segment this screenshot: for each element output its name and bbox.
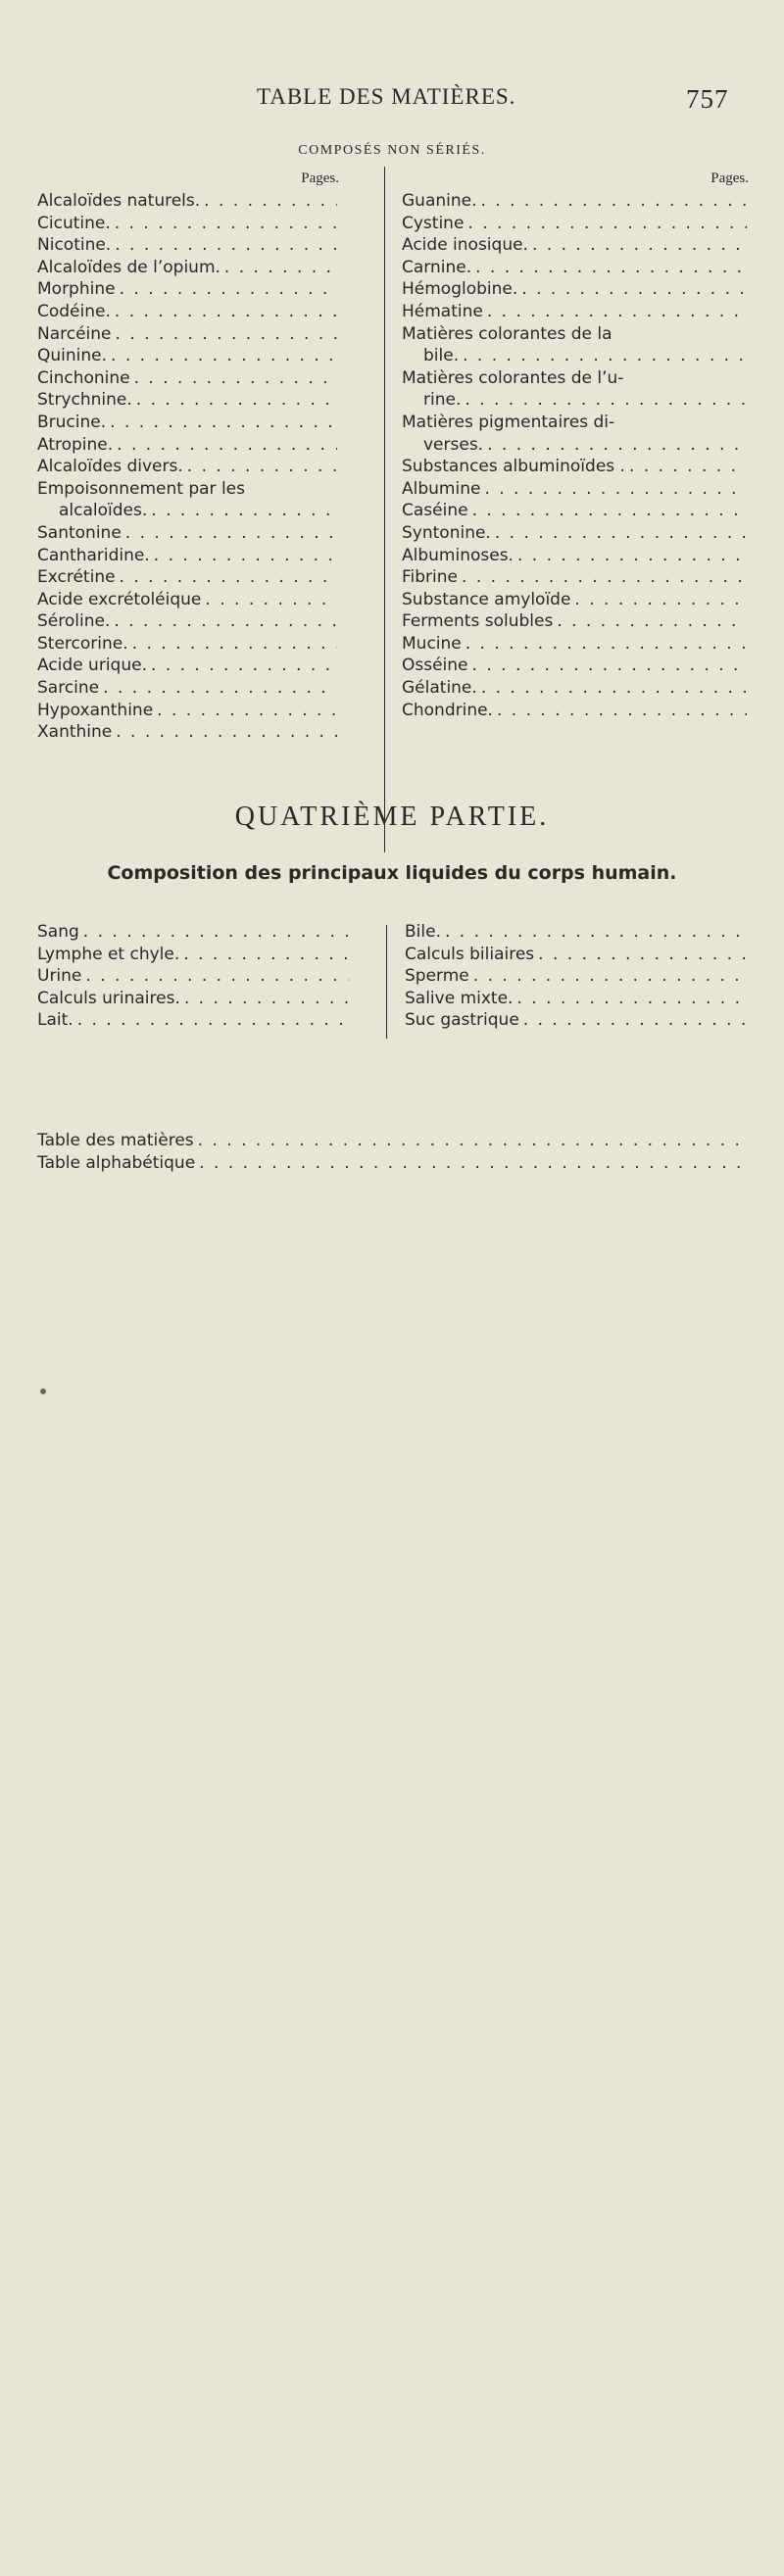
toc-entry <box>402 700 751 722</box>
toc-entry-label: Santonine <box>37 522 122 543</box>
toc-entry-label: Alcaloïdes naturels. <box>37 191 201 211</box>
toc-entry-label: Syntonine. <box>402 522 491 543</box>
toc-entry-label: Table des matières <box>37 1131 194 1150</box>
toc-entry-label: alcaloïdes. <box>59 501 148 521</box>
part-left-entry-list <box>37 921 353 1032</box>
toc-entry-label: Alcaloïdes de l’opium. <box>37 257 220 277</box>
toc-entry-label: Substance amyloïde <box>402 589 571 609</box>
toc-entry-label: Nicotine. <box>37 235 112 256</box>
left-column <box>37 167 341 744</box>
toc-entry-label: Séroline. <box>37 611 111 632</box>
toc-entry-label: Narcéine <box>37 323 112 344</box>
toc-entry-label: Alcaloïdes divers. <box>37 457 183 477</box>
running-title: TABLE DES MATIÈRES. <box>257 84 516 109</box>
toc-entry-label: Osséine <box>402 656 468 676</box>
toc-entry-label: Hypoxanthine <box>37 700 154 720</box>
column-divider <box>384 167 385 852</box>
toc-entry-label: Excrétine <box>37 567 116 588</box>
pages-label-right: Pages. <box>710 170 749 186</box>
section-title: COMPOSÉS NON SÉRIÉS. <box>298 143 486 158</box>
toc-entry-label: Stercorine. <box>37 633 128 654</box>
toc-entry-label: Carnine. <box>402 257 472 277</box>
toc-entry-label: Urine <box>37 966 82 987</box>
toc-entry-label: Table alphabétique <box>37 1152 196 1173</box>
toc-entry-label: Chondrine. <box>402 700 493 720</box>
toc-entry-label: Calculs urinaires. <box>37 988 180 1008</box>
toc-entry-label: Acide excrétoléique <box>37 589 202 609</box>
toc-entry-label: Sang <box>37 922 79 942</box>
toc-entry <box>37 1152 751 1175</box>
toc-entry-label: bile. <box>423 346 460 366</box>
toc-entry-label: Xanthine <box>37 722 113 743</box>
part-right-entry-list <box>405 921 751 1032</box>
toc-entry-label: Cystine <box>402 213 465 233</box>
toc-entry-page <box>37 1130 784 2576</box>
part-subtitle: Composition des principaux liquides du corps humain. <box>107 862 677 884</box>
toc-entry-label: Albumine <box>402 478 481 499</box>
toc-entry-label: Mucine <box>402 633 462 654</box>
pages-label-left: Pages. <box>301 170 339 186</box>
toc-entry-label: Matières colorantes de l’u- <box>402 367 624 388</box>
toc-entry <box>405 1009 751 1032</box>
toc-entry-label: Cicutine. <box>37 213 111 233</box>
toc-entry-label: Empoisonnement par les <box>37 478 245 499</box>
toc-entry <box>37 721 341 744</box>
toc-entry-label: Fibrine <box>402 567 459 588</box>
toc-entry-label: Matières colorantes de la <box>402 323 612 344</box>
toc-entry-label: Lymphe et chyle. <box>37 944 180 964</box>
toc-entry-label: Hématine <box>402 301 483 321</box>
toc-entry-label: Guanine. <box>402 191 477 211</box>
toc-entry-label: Albuminoses. <box>402 545 514 565</box>
toc-entry-label: Bile. <box>405 922 441 942</box>
toc-entry-label: Salive mixte. <box>405 988 514 1008</box>
part-title: QUATRIÈME PARTIE. <box>234 802 550 832</box>
toc-entry-label: Lait. <box>37 1010 74 1031</box>
toc-entry-label: Ferments solubles <box>402 611 554 632</box>
toc-entry-label: Acide urique. <box>37 656 147 676</box>
toc-entry-label: Cinchonine <box>37 367 130 388</box>
toc-entry-label: rine. <box>423 390 462 411</box>
toc-entry-label: Sperme <box>405 966 469 987</box>
toc-entry-label: Sarcine <box>37 678 100 699</box>
toc-entry-label: Strychnine. <box>37 390 132 411</box>
right-entry-list <box>402 190 751 721</box>
toc-entry-label: Substances albuminoïdes . <box>402 457 625 477</box>
toc-entry-label: Acide inosique. <box>402 235 528 256</box>
ink-mark <box>40 1388 46 1394</box>
toc-entry-label: Hémoglobine. <box>402 279 518 300</box>
toc-entry-label: Suc gastrique <box>405 1010 519 1031</box>
part-column-divider <box>386 925 387 1039</box>
toc-entry-label: Caséine <box>402 501 468 521</box>
page-number: 757 <box>686 84 729 114</box>
toc-entry-label: Atropine. <box>37 434 114 455</box>
toc-entry-label: Morphine <box>37 279 116 300</box>
footer-entry-list <box>37 1130 751 1174</box>
part-left-column <box>37 921 353 1032</box>
toc-entry <box>37 1009 353 1032</box>
toc-entry-label: Brucine. <box>37 412 107 432</box>
part-right-column <box>405 921 751 1032</box>
right-column <box>402 167 751 721</box>
left-entry-list <box>37 190 341 744</box>
running-head <box>0 84 784 114</box>
toc-entry-label: Quinine. <box>37 346 108 366</box>
toc-entry-label: Gélatine. <box>402 678 477 699</box>
toc-entry-label: Matières pigmentaires di- <box>402 412 615 432</box>
toc-entry-label: Calculs biliaires <box>405 944 535 964</box>
toc-entry-label: Codéine. <box>37 301 111 321</box>
toc-entry-label: verses. <box>423 434 484 455</box>
toc-entry-label: Cantharidine. <box>37 545 150 565</box>
